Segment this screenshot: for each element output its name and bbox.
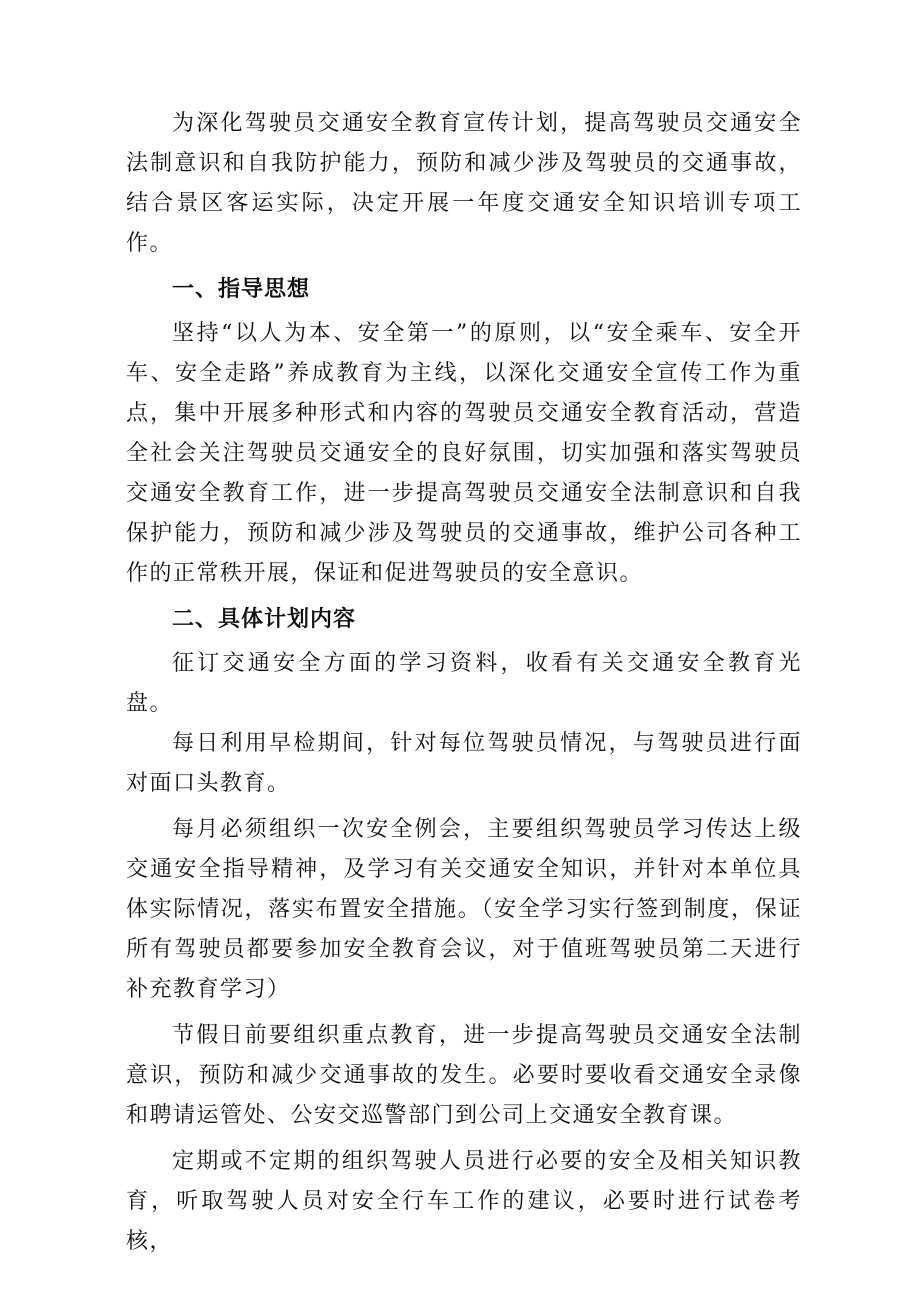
plan-paragraph: 每月必须组织一次安全例会，主要组织驾驶员学习传达上级交通安全指导精神，及学习有关交通安全知识，并针对本单位具体实际情况，落实布置安全措施。（安全学习实行签到制度，保证所有驾驶员都要参加安全教育会议，对于值班驾驶员第二天进行补充教育学习） [126, 817, 802, 1002]
plan-paragraph: 征订交通安全方面的学习资料，收看有关交通安全教育光盘。 [126, 651, 802, 716]
intro-paragraph: 为深化驾驶员交通安全教育宣传计划，提高驾驶员交通安全法制意识和自我防护能力，预防和减少涉及驾驶员的交通事故，结合景区客运实际，决定开展一年度交通安全知识培训专项工作。 [126, 111, 802, 256]
plan-paragraph: 每日利用早检期间，针对每位驾驶员情况，与驾驶员进行面对面口头教育。 [126, 731, 802, 796]
section-heading-guiding-thought: 一、指导思想 [172, 277, 311, 302]
plan-paragraph: 定期或不定期的组织驾驶人员进行必要的安全及相关知识教育，听取驾驶人员对安全行车工作的建议，必要时进行试卷考核， [126, 1149, 802, 1254]
guiding-thought-paragraph: 坚持“以人为本、安全第一”的原则，以“安全乘车、安全开车、安全走路”养成教育为主线，以深化交通安全宣传工作为重点，集中开展多种形式和内容的驾驶员交通安全教育活动，营造全社会关注驾驶员交通安全的良好氛围，切实加强和落实驾驶员交通安全教育工作，进一步提高驾驶员交通安全法制意识和自我保护能力，预防和减少涉及驾驶员的交通事故，维护公司各种工作的正常秩开展，保证和促进驾驶员的安全意识。 [126, 321, 802, 586]
section-heading-plan-content: 二、具体计划内容 [172, 607, 357, 632]
plan-paragraph: 节假日前要组织重点教育，进一步提高驾驶员交通安全法制意识，预防和减少交通事故的发生。必要时要收看交通安全录像和聘请运管处、公安交巡警部门到公司上交通安全教育课。 [126, 1023, 802, 1128]
